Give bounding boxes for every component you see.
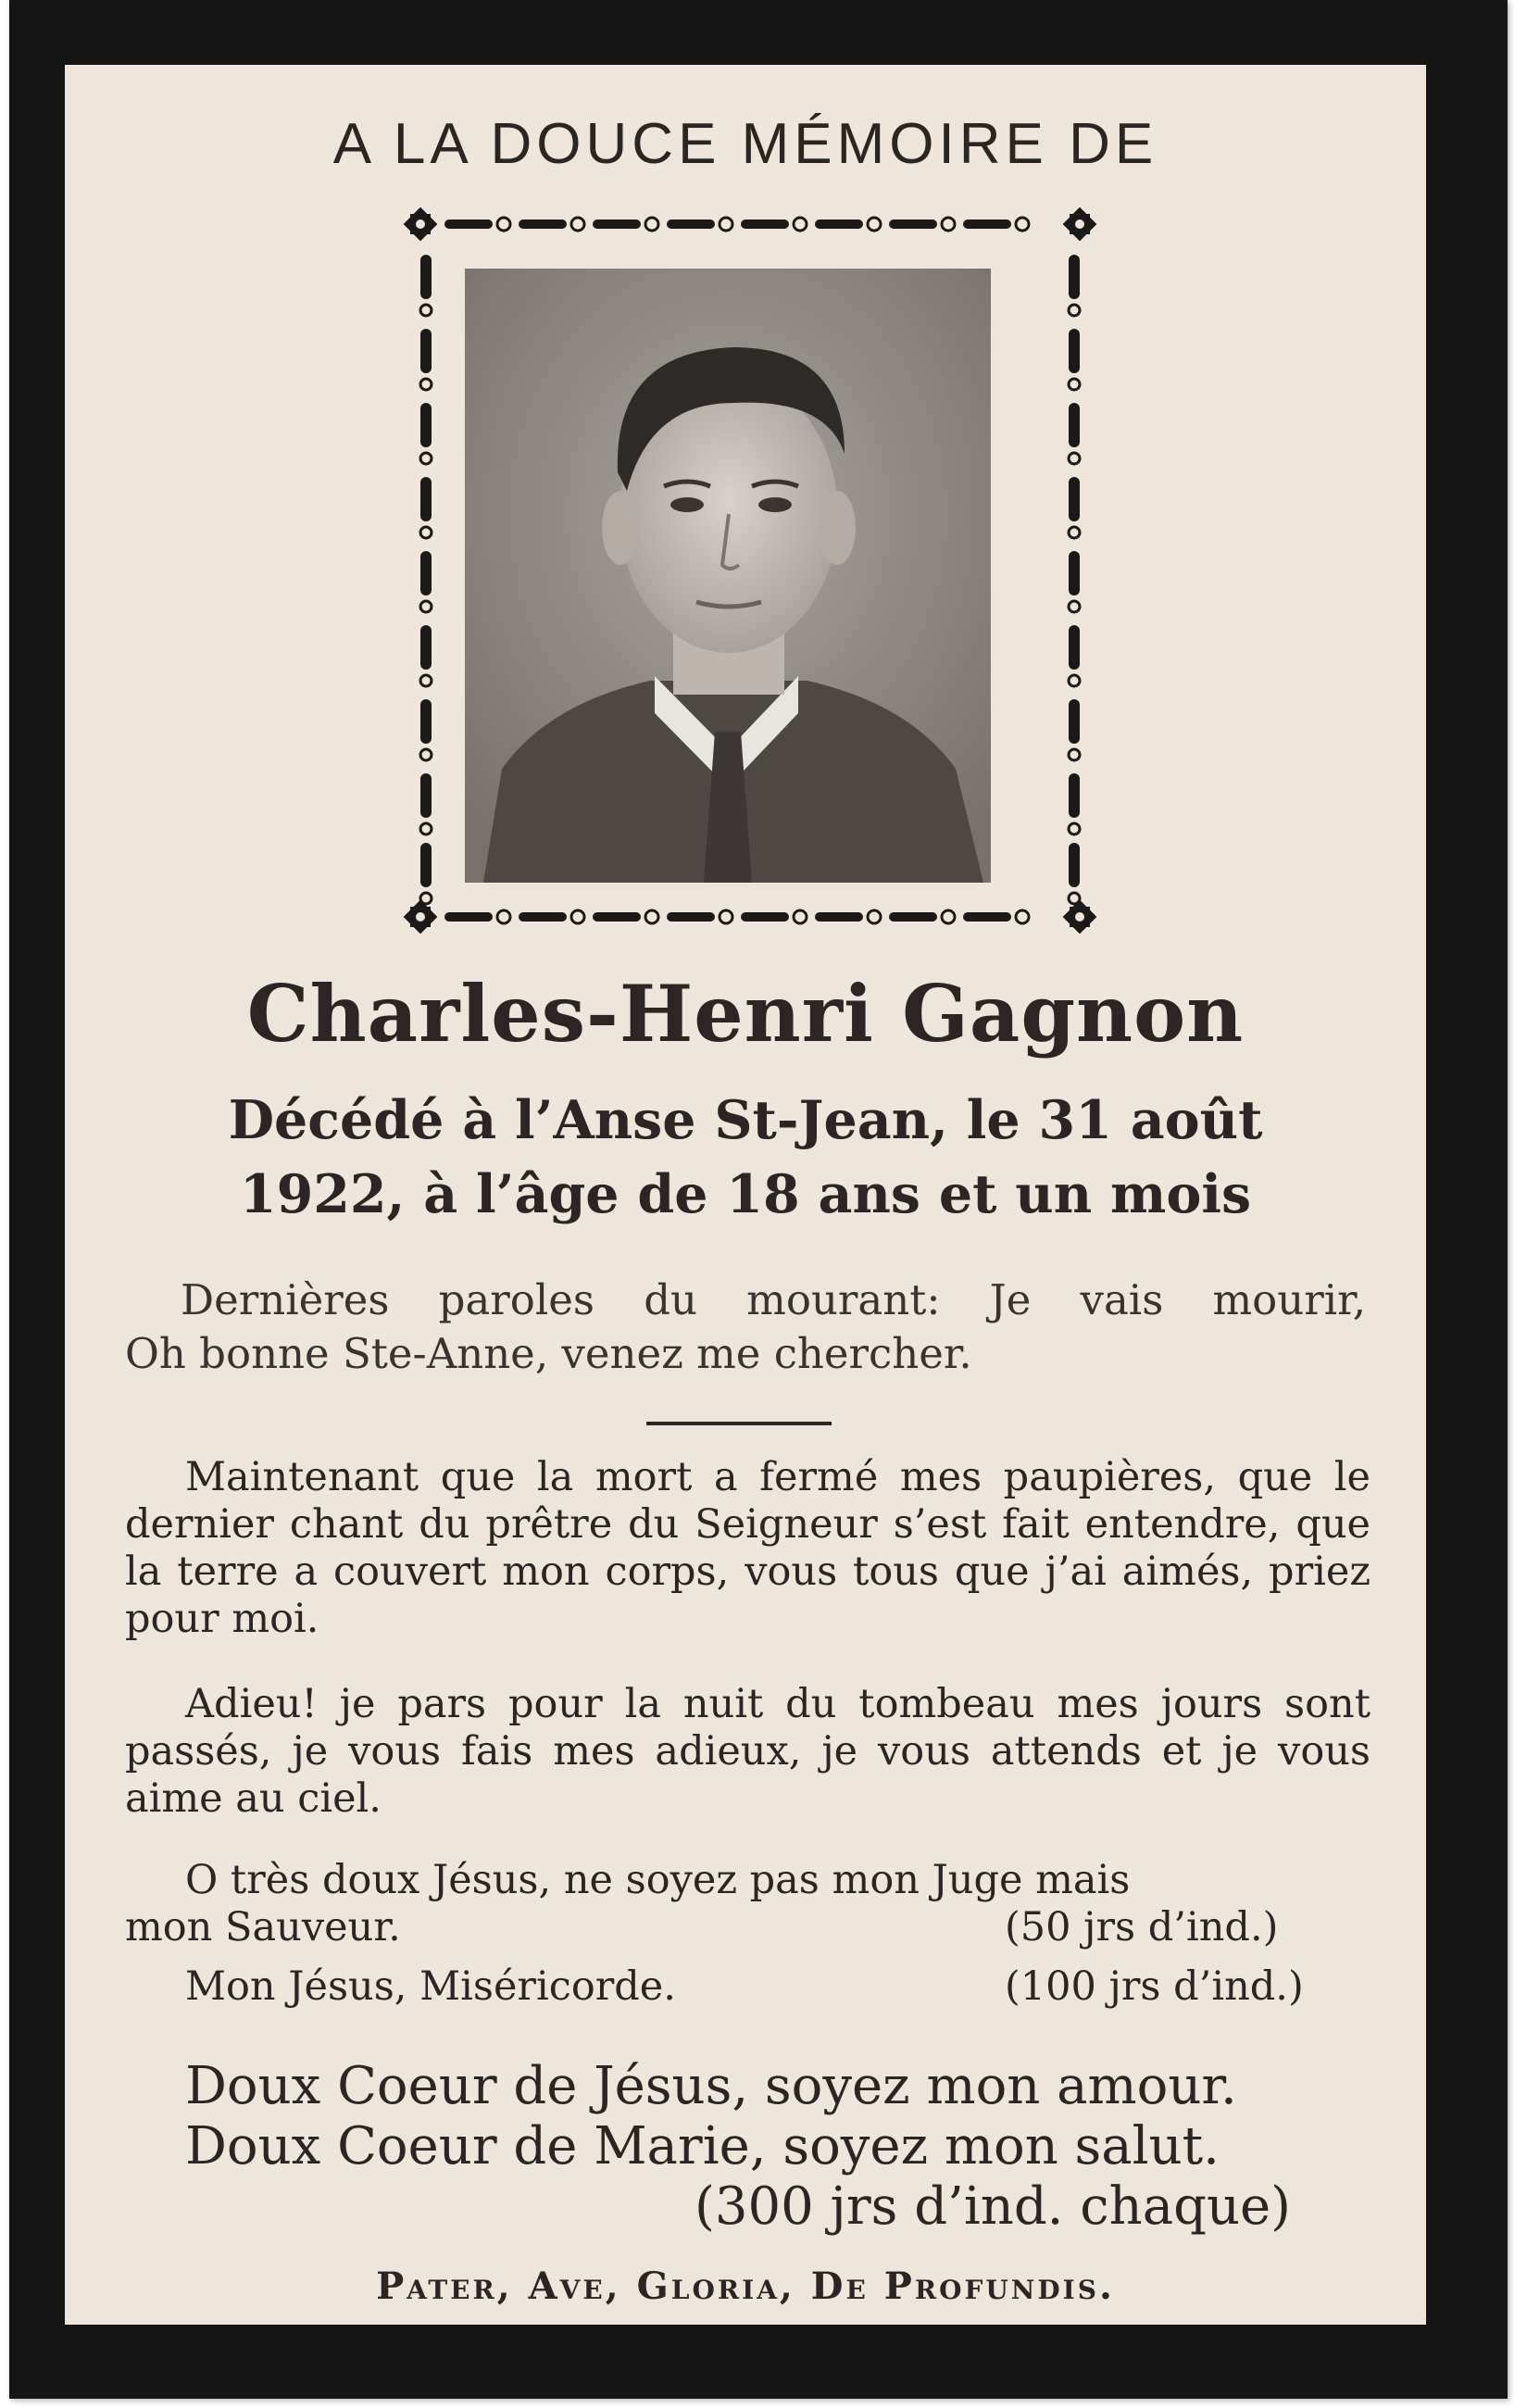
closing-prayers: Pater, Ave, Gloria, De Profundis. — [376, 2264, 1115, 2308]
doux-coeur-marie: Doux Coeur de Marie, soyez mon salut. — [185, 2116, 1220, 2176]
prayer-misericorde — [125, 1963, 1431, 2011]
portrait-photo — [465, 269, 991, 883]
doux-indulgence: (300 jrs d’ind. chaque) — [695, 2176, 1291, 2237]
doux-coeur-jesus: Doux Coeur de Jésus, soyez mon amour. — [185, 2056, 1237, 2116]
death-details — [120, 1084, 1371, 1232]
death-line-1: Décédé à l’Anse St-Jean, le 31 août — [228, 1089, 1263, 1151]
divider-rule — [646, 1422, 832, 1425]
prayer-line-2-text: mon Sauveur. — [125, 1904, 401, 1950]
death-line-2: 1922, à l’âge de 18 ans et un mois — [239, 1163, 1252, 1225]
prayer-1-indulgence: (50 jrs d’ind.) — [1005, 1904, 1279, 1950]
memorial-card — [9, 0, 1508, 2399]
card-paper — [65, 65, 1426, 2325]
prayer-line-1: O très doux Jésus, ne soyez pas mon Juge mais — [185, 1857, 1131, 1903]
last-words-line-1: Dernières paroles du mourant: Je vais mourir, — [181, 1275, 1366, 1324]
last-words-line-2: Oh bonne Ste-Anne, venez me chercher. — [125, 1329, 972, 1378]
paragraph-adieu: Adieu! je pars pour la nuit du tombeau mes jours sont passés, je vous fais mes adieux, je vous attends et je vous aime au ciel. — [125, 1681, 1371, 1822]
prayer-2-text: Mon Jésus, Miséricorde. — [185, 1963, 676, 2010]
prayer-2-indulgence: (100 jrs d’ind.) — [1005, 1963, 1304, 2010]
card-header: A LA DOUCE MÉMOIRE DE — [332, 112, 1158, 176]
paragraph-maintenant: Maintenant que la mort a fermé mes paupières, que le dernier chant du prêtre du Seigneur s’est fait entendre, que la terre a couvert mon corps, vous tous que j’ai aimés, priez pour moi. — [125, 1454, 1371, 1642]
last-words — [125, 1273, 1366, 1381]
prayer-line-2 — [125, 1904, 1371, 1951]
deceased-name: Charles-Henri Gagnon — [246, 968, 1245, 1060]
